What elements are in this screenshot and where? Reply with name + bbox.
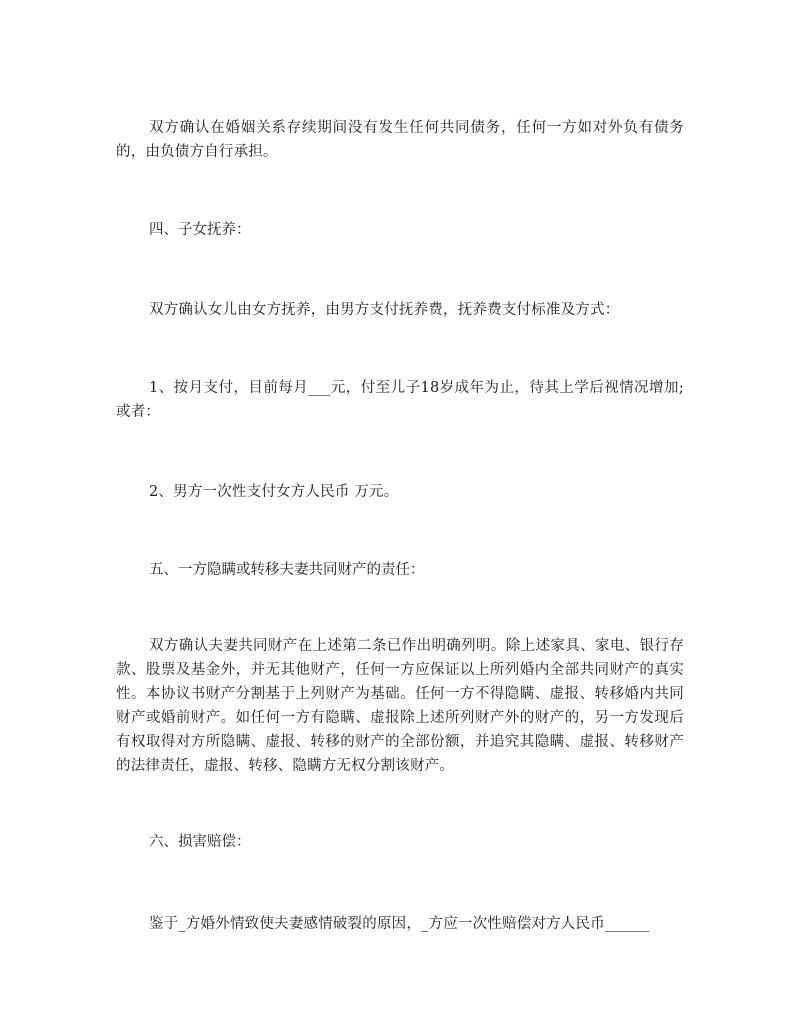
paragraph-damages: 鉴于_方婚外情致使夫妻感情破裂的原因，_方应一次性赔偿对方人民币______ <box>149 916 650 932</box>
section-heading-concealment: 五、一方隐瞒或转移夫妻共同财产的责任： <box>149 562 425 578</box>
paragraph-concealment: 双方确认夫妻共同财产在上述第二条已作出明确列明。除上述家具、家电、银行存款、股票及基金外，并无其他财产，任何一方应保证以上所列婚内全部共同财产的真实性。本协议书财产分割基于上列财产为基础。任何一方不得隐瞒、虚报、转移婚内共同财产或婚前财产。如任何一方有隐瞒、虚报除上述所列财产外的财产的，另一方发现后有权取得对方所隐瞒、虚报、转移的财产的全部份额，并追究其隐瞒、虚报、转移财产的法律责任，虚报、转移、隐瞒方无权分割该财产。 <box>116 638 684 774</box>
section-heading-child-support: 四、子女抚养： <box>149 222 251 238</box>
paragraph-custody: 双方确认女儿由女方抚养，由男方支付抚养费，抚养费支付标准及方式： <box>149 302 620 318</box>
paragraph-debt: 双方确认在婚姻关系存续期间没有发生任何共同债务，任何一方如对外负有债务的，由负债方自行承担。 <box>116 120 684 160</box>
section-heading-damages: 六、损害赔偿： <box>149 834 251 850</box>
paragraph-monthly-payment: 1、按月支付，目前每月___元，付至儿子18岁成年为止，待其上学后视情况增加;或者： <box>116 380 684 420</box>
paragraph-lump-sum-payment: 2、男方一次性支付女方人民币 万元。 <box>149 484 399 500</box>
